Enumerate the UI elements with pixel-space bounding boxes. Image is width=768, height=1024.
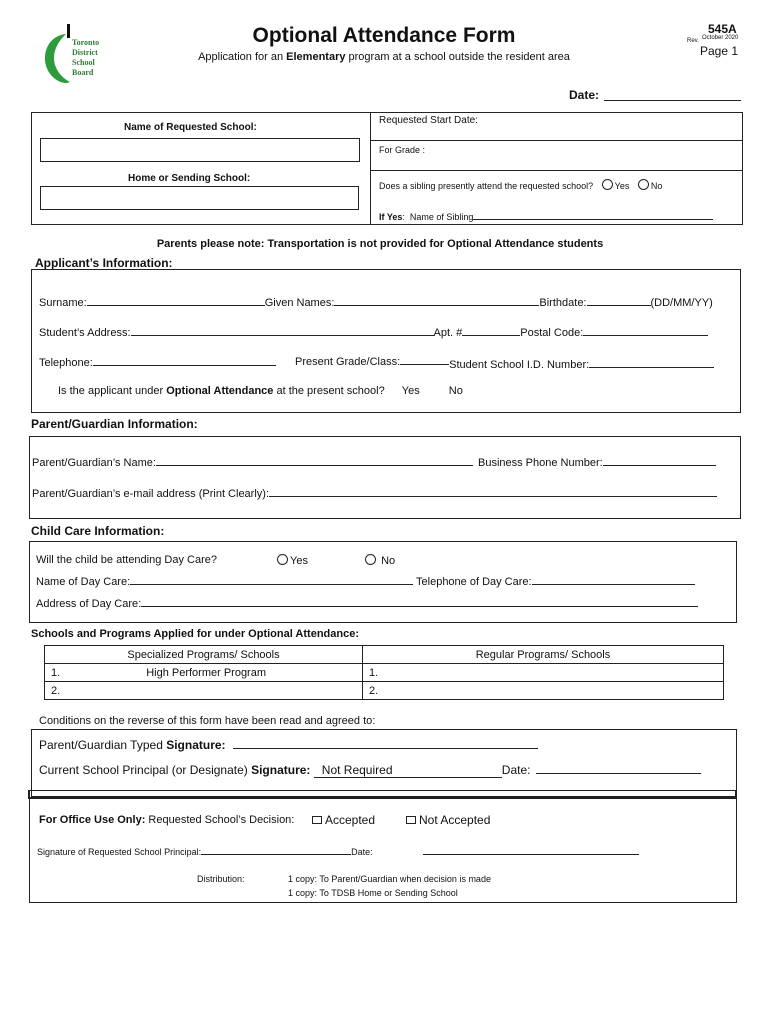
grade-label: For Grade : bbox=[379, 145, 426, 155]
office-date-field[interactable] bbox=[423, 854, 639, 855]
accepted-checkbox[interactable]: Accepted bbox=[312, 813, 375, 827]
parent-signature-row: Parent/Guardian Typed Signature: bbox=[39, 737, 538, 752]
checkbox-icon bbox=[312, 816, 322, 824]
home-school-label: Home or Sending School: bbox=[128, 173, 251, 184]
parent-signature-field[interactable] bbox=[233, 737, 538, 749]
radio-icon bbox=[277, 554, 288, 565]
form-number: 545A bbox=[708, 22, 737, 36]
birthdate-field[interactable] bbox=[587, 294, 651, 306]
childcare-heading: Child Care Information: bbox=[31, 524, 165, 538]
radio-icon bbox=[365, 554, 376, 565]
specialized-program-2[interactable]: 2. bbox=[45, 682, 363, 700]
page-number: Page 1 bbox=[700, 44, 739, 58]
sibling-no-radio[interactable]: No bbox=[638, 181, 663, 191]
office-signature-row: Signature of Requested School Principal: Date: bbox=[37, 843, 373, 857]
date-field[interactable] bbox=[604, 100, 741, 101]
table-header: Regular Programs/ Schools bbox=[363, 646, 724, 664]
page-title: Optional Attendance Form bbox=[252, 24, 516, 47]
programs-table bbox=[44, 645, 724, 700]
applicant-heading: Applicant’s Information: bbox=[35, 256, 173, 270]
table-row bbox=[45, 682, 724, 700]
radio-icon bbox=[638, 179, 649, 190]
programs-heading: Schools and Programs Applied for under Optional Attendance: bbox=[31, 628, 359, 640]
guardian-email-field[interactable] bbox=[269, 485, 717, 497]
surname-field[interactable] bbox=[87, 294, 265, 306]
principal-signature-field[interactable]: Not Required bbox=[314, 763, 502, 778]
logo-text: School bbox=[72, 58, 95, 67]
guardian-row-2: Parent/Guardian’s e-mail address (Print Clearly): bbox=[32, 485, 717, 500]
business-phone-field[interactable] bbox=[603, 454, 716, 466]
distribution-copy-2: 1 copy: To TDSB Home or Sending School bbox=[288, 888, 458, 898]
logo-text: Toronto bbox=[72, 38, 100, 47]
regular-program-1[interactable]: 1. bbox=[363, 664, 724, 682]
transport-note: Parents please note: Transportation is not provided for Optional Attendance students bbox=[156, 238, 604, 250]
radio-icon bbox=[602, 179, 613, 190]
student-id-field[interactable] bbox=[589, 356, 714, 368]
table-row bbox=[45, 646, 724, 664]
regular-program-2[interactable]: 2. bbox=[363, 682, 724, 700]
daycare-row-2: Name of Day Care: Telephone of Day Care: bbox=[36, 573, 695, 588]
daycare-row-3: Address of Day Care: bbox=[36, 595, 698, 610]
guardian-row-1: Parent/Guardian’s Name: Business Phone Number: bbox=[32, 454, 716, 469]
page-subtitle: Application for an Elementary program at a school outside the resident area bbox=[198, 51, 570, 63]
applicant-row-1: Surname: Given Names: Birthdate: (DD/MM/YY) bbox=[39, 294, 713, 309]
applicant-row-2: Student’s Address: Apt. # Postal Code: bbox=[39, 324, 708, 339]
grade-field[interactable] bbox=[400, 353, 449, 365]
principal-signature-row: Current School Principal (or Designate) Signature: Not Required Date: bbox=[39, 762, 701, 778]
date-label: Date: bbox=[569, 88, 600, 102]
postal-code-field[interactable] bbox=[583, 324, 708, 336]
guardian-heading: Parent/Guardian Information: bbox=[31, 417, 198, 431]
start-date-label: Requested Start Date: bbox=[379, 115, 478, 126]
sibling-yes-radio[interactable]: Yes bbox=[602, 181, 630, 191]
logo-text: Board bbox=[72, 68, 94, 77]
rev-label: Rev. bbox=[687, 38, 699, 44]
daycare-yes-radio[interactable]: Yes bbox=[277, 554, 308, 567]
sibling-name-field[interactable] bbox=[473, 208, 713, 220]
daycare-question: Will the child be attending Day Care? bbox=[36, 554, 217, 566]
principal-date-field[interactable] bbox=[536, 762, 701, 774]
specialized-program-1[interactable]: 1. High Performer Program bbox=[45, 664, 363, 682]
applicant-row-3: Telephone: bbox=[39, 354, 276, 369]
conditions-text: Conditions on the reverse of this form have been read and agreed to: bbox=[39, 715, 376, 727]
daycare-phone-field[interactable] bbox=[532, 573, 695, 585]
logo-text: District bbox=[72, 48, 98, 57]
office-decision-row: For Office Use Only: Requested School’s Decision: bbox=[39, 814, 295, 826]
apt-field[interactable] bbox=[462, 324, 520, 336]
daycare-name-field[interactable] bbox=[130, 573, 413, 585]
table-row bbox=[45, 664, 724, 682]
sibling-question: Does a sibling presently attend the requested school? Yes No bbox=[379, 181, 663, 191]
checkbox-icon bbox=[406, 816, 416, 824]
daycare-no-radio[interactable]: No bbox=[365, 554, 395, 567]
requested-school-input[interactable] bbox=[40, 138, 360, 162]
distribution-copy-1: 1 copy: To Parent/Guardian when decision is made bbox=[288, 874, 491, 884]
telephone-field[interactable] bbox=[93, 354, 276, 366]
guardian-section bbox=[29, 436, 741, 519]
office-signature-field[interactable] bbox=[201, 843, 351, 855]
given-names-field[interactable] bbox=[334, 294, 539, 306]
sibling-name-row: If Yes: Name of Sibling bbox=[379, 208, 713, 222]
distribution-label: Distribution: bbox=[197, 874, 245, 884]
home-school-input[interactable] bbox=[40, 186, 359, 210]
not-accepted-checkbox[interactable]: Not Accepted bbox=[406, 813, 490, 827]
daycare-address-field[interactable] bbox=[141, 595, 698, 607]
rev-date: October 2020 bbox=[702, 35, 739, 41]
optional-attendance-question: Is the applicant under Optional Attendance at the present school? Yes No bbox=[58, 385, 463, 397]
applicant-row-3b: Present Grade/Class: Student School I.D. Number: bbox=[295, 353, 714, 368]
address-field[interactable] bbox=[131, 324, 434, 336]
requested-school-label: Name of Requested School: bbox=[124, 122, 257, 133]
oa-no-option[interactable]: No bbox=[448, 385, 463, 397]
table-header: Specialized Programs/ Schools bbox=[45, 646, 363, 664]
guardian-name-field[interactable] bbox=[156, 454, 473, 466]
oa-yes-option[interactable]: Yes bbox=[401, 385, 420, 397]
